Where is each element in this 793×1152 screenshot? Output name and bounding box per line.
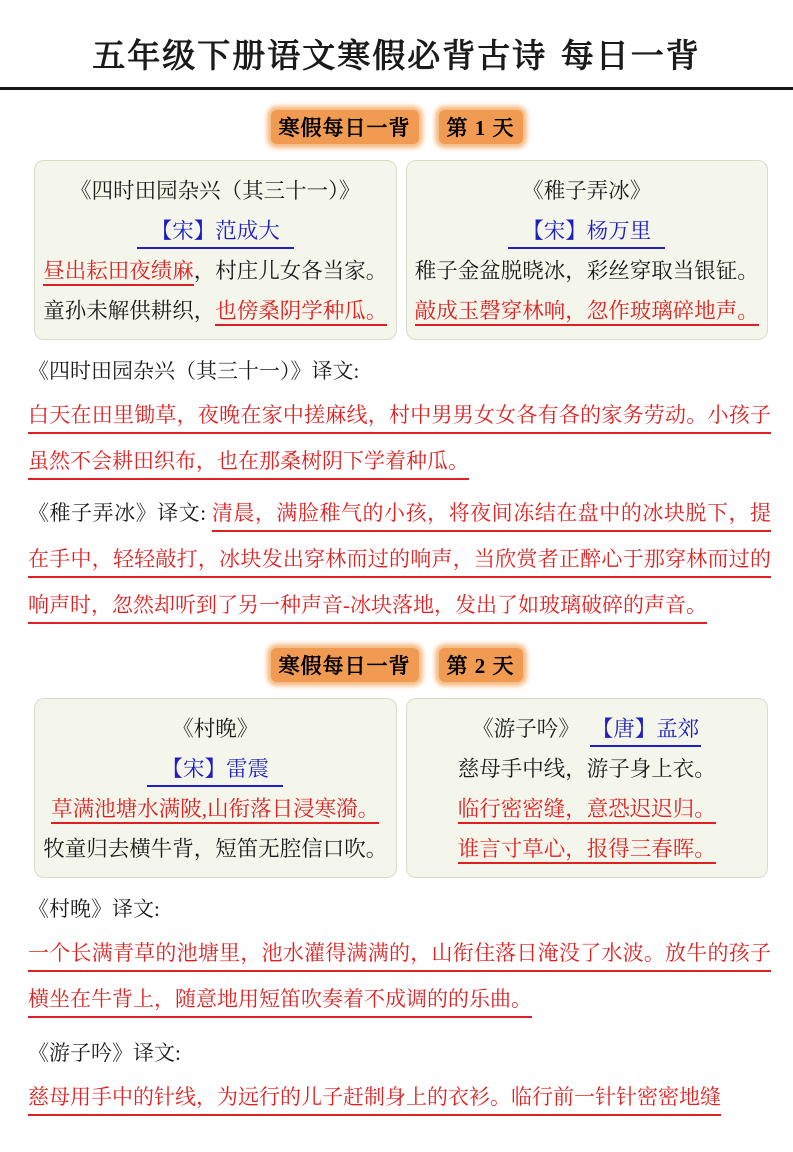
poem-title [43, 171, 388, 211]
poem-author-line [43, 749, 388, 789]
translation-text: 慈母用手中的针线，为远行的儿子赶制身上的衣衫。临行前一针针密密地缝 [28, 1085, 721, 1109]
poem-line-2 [43, 291, 388, 331]
day2-badge-day-number: 第 2 天 [439, 648, 523, 682]
poem-title [415, 171, 760, 211]
poem-segment-red: 临行密密缝，意恐迟迟归。 [458, 797, 716, 824]
day1-badge [0, 110, 793, 144]
day1-poem-cards [0, 156, 793, 340]
translation-text: 清晨，满脸稚气的小孩，将夜间冻结在盘中的冰块脱下，提在手中，轻轻敲打，冰块发出穿林而过的响声，当欣赏者正醉心于那穿林而过的响声时，忽然却听到了另一种声音-冰块落地，发出了如玻璃破碎的声音。 [28, 501, 771, 617]
title-divider [0, 87, 793, 90]
poem-card-cunwan [34, 698, 397, 878]
poem-author: 【宋】杨万里 [508, 216, 665, 249]
translation-paragraph-youziyin [0, 1074, 793, 1120]
translation-paragraph-cunwan [0, 930, 793, 1022]
poem-author: 【宋】范成大 [137, 216, 294, 249]
poem-title-text: 《村晚》 [172, 717, 259, 741]
translation-paragraph-zhizinongbing [0, 490, 793, 628]
poem-segment-black: 稚子金盆脱晓冰，彩丝穿取当银钲。 [414, 259, 759, 283]
poem-title-text: 《游子吟》 [472, 717, 580, 741]
poem-author-line [415, 211, 760, 251]
poem-segment-red: 敲成玉磬穿林响，忽作玻璃碎地声。 [415, 299, 759, 326]
poem-card-sishitianyuan [34, 160, 397, 340]
poem-line-2 [415, 789, 760, 829]
translation-label-cunwan: 《村晚》译文: [28, 897, 160, 921]
translation-text: 白天在田里锄草，夜晚在家中搓麻线，村中男男女女各有各的家务劳动。小孩子虽然不会耕田织布，也在那桑树阴下学着种瓜。 [28, 403, 771, 473]
poem-author: 【宋】雷震 [147, 754, 283, 787]
day1-badge-day-number: 第 1 天 [439, 110, 523, 144]
poem-line-1 [43, 789, 388, 829]
poem-segment-red: 昼出耘田夜绩麻 [43, 259, 194, 286]
poem-line-3 [415, 829, 760, 869]
translation-label-sishitianyuan: 《四时田园杂兴（其三十一）》译文: [28, 359, 360, 383]
page-title: 五年级下册语文寒假必背古诗 每日一背 [92, 36, 701, 75]
poem-segment-black: ，村庄儿女各当家。 [193, 259, 388, 283]
poem-segment-red: 谁言寸草心，报得三春晖。 [458, 837, 716, 864]
poem-segment-red: 草满池塘水满陂,山衔落日浸寒漪。 [51, 797, 379, 824]
poem-author: 【唐】孟郊 [590, 714, 702, 747]
day2-badge-label: 寒假每日一背 [271, 648, 419, 682]
poem-line-1 [43, 251, 388, 291]
poem-author-line [43, 211, 388, 251]
poem-segment-black: 童孙未解供耕织， [43, 299, 216, 323]
poem-segment-black: 牧童归去横牛背，短笛无腔信口吹。 [43, 837, 388, 861]
poem-line-2 [43, 829, 388, 869]
day1-badge-label: 寒假每日一背 [271, 110, 419, 144]
poem-line-1 [415, 251, 760, 291]
poem-title-text: 《四时田园杂兴（其三十一）》 [70, 179, 361, 203]
translation-label-youziyin: 《游子吟》译文: [28, 1041, 181, 1065]
poem-segment-red: 也傍桑阴学种瓜。 [215, 299, 387, 326]
day2-badge [0, 648, 793, 682]
poem-card-youziyin [406, 698, 769, 878]
poem-line-1 [415, 749, 760, 789]
poem-card-zhizinongbing [406, 160, 769, 340]
translation-paragraph-sishitianyuan [0, 392, 793, 484]
translation-text: 一个长满青草的池塘里，池水灌得满满的，山衔住落日淹没了水波。放牛的孩子横坐在牛背上，随意地用短笛吹奏着不成调的的乐曲。 [28, 941, 771, 1011]
translation-label-zhizinongbing: 《稚子弄冰》译文: [28, 501, 207, 525]
poem-line-2 [415, 291, 760, 331]
poem-title-author-line [415, 709, 760, 749]
poem-title-text: 《稚子弄冰》 [522, 179, 652, 203]
poem-segment-black: 慈母手中线，游子身上衣。 [457, 757, 716, 781]
poem-title [43, 709, 388, 749]
day2-poem-cards [0, 694, 793, 878]
